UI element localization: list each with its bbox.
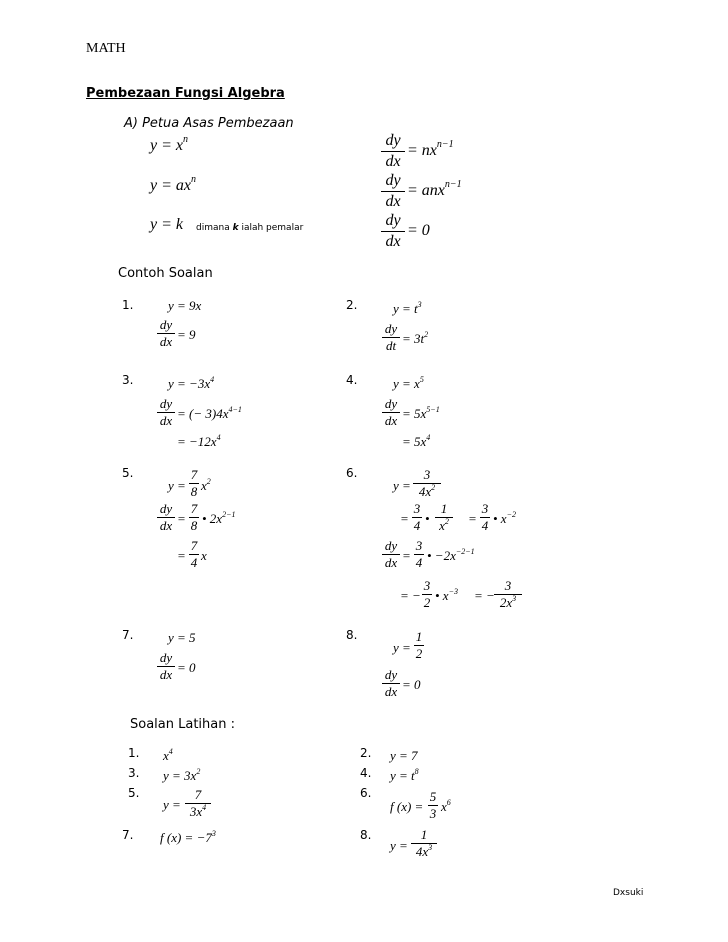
rule-2-left: $y = ax^n$ [150, 174, 196, 194]
exercise-1-number: 1. [128, 746, 140, 760]
example-5-result-equals: = [177, 548, 186, 563]
exercise-1-expression: $x^4$ [163, 747, 173, 763]
footer-author: Dxsuki [613, 888, 644, 898]
rule-2-right: = anx$^{n-1}$ [407, 179, 462, 199]
rule-1-derivative-fraction: dy dx [381, 132, 405, 171]
rule-3-right: = 0 [407, 222, 430, 239]
rule-3-left: y = k [150, 216, 183, 233]
example-5-derivative-fraction: dy dx [157, 502, 175, 533]
example-7-function: y = 5 [168, 630, 196, 645]
example-1-function: y = 9x [168, 298, 202, 313]
exercise-6-fraction: 5 3 [429, 789, 437, 821]
example-6-rewrite-fraction-2: 1 $x^2$ [435, 502, 453, 533]
exercise-5-number: 5. [128, 786, 140, 800]
example-8-derivative-fraction: dy dx [382, 668, 400, 699]
example-1-derivative-fraction: dy dx [157, 318, 175, 349]
example-4-derivative-fraction: dy dx [382, 397, 400, 428]
example-6-result-equals: = − [474, 588, 495, 603]
example-1-number: 1. [122, 298, 134, 312]
example-3-derivative-fraction: dy dx [157, 397, 175, 428]
example-3-result: = $-12x^4$ [177, 433, 221, 449]
exercise-2-expression: y = 7 [390, 748, 418, 763]
example-4-function: $y = x^5$ [393, 375, 424, 391]
examples-heading: Contoh Soalan [118, 266, 213, 281]
example-7-number: 7. [122, 628, 134, 642]
example-5-function-term: $x^2$ [201, 477, 211, 493]
example-6-rewrite2-term: • $x^{-2}$ [493, 510, 516, 526]
example-6-simplify-equals: = − [400, 588, 421, 603]
example-6-function-lhs: y = [393, 478, 411, 493]
example-5-step-equals: = [177, 511, 186, 526]
example-3-function: $y = -3x^4$ [168, 375, 215, 391]
exercise-2-number: 2. [360, 746, 372, 760]
section-subtitle: A) Petua Asas Pembezaan [124, 116, 294, 131]
rule-3-note: dimana k ialah pemalar [196, 223, 304, 233]
example-3-number: 3. [122, 373, 134, 387]
example-7-derivative-fraction: dy dx [157, 651, 175, 682]
exercise-7-expression: f $(x) = -7^3$ [160, 829, 216, 845]
example-4-number: 4. [346, 373, 358, 387]
example-8-result: = 0 [402, 677, 421, 692]
exercise-8-lhs: y = [390, 838, 408, 853]
example-1-result: = 9 [177, 327, 196, 342]
example-4-result: = $5x^4$ [402, 433, 431, 449]
example-6-rewrite2-equals: = [468, 511, 477, 526]
example-2-number: 2. [346, 298, 358, 312]
example-6-rewrite-dot: • [425, 511, 430, 526]
rule-1-left: $y = x^n$ [150, 134, 188, 154]
example-5-result-fraction: 7 4 [190, 538, 198, 570]
exercise-8-fraction: 1 $4x^3$ [411, 828, 437, 859]
example-5-step-term: • $2x^{2-1}$ [202, 510, 236, 526]
example-6-rewrite-equals: = [400, 511, 409, 526]
example-5-step-fraction: 7 8 [190, 501, 198, 533]
exercise-4-number: 4. [360, 766, 372, 780]
exercise-6-lhs: f (x) = [390, 799, 424, 814]
example-8-function-lhs: y = [393, 640, 411, 655]
rule-3-derivative-fraction: dy dx [381, 212, 405, 251]
example-6-number: 6. [346, 466, 358, 480]
example-6-step-fraction: 3 4 [415, 538, 423, 570]
example-6-rewrite-fraction-1: 3 4 [413, 501, 421, 533]
example-6-rewrite2-fraction: 3 4 [481, 501, 489, 533]
example-6-step-equals: = [402, 548, 411, 563]
example-6-simplify-fraction: 3 2 [423, 578, 431, 610]
exercise-5-lhs: y = [163, 797, 181, 812]
exercise-6-term: $x^6$ [441, 798, 451, 814]
example-2-result: = $3t^2$ [402, 330, 429, 346]
example-6-result-fraction: 3 $2x^3$ [494, 579, 522, 610]
rule-2-derivative-fraction: dy dx [381, 172, 405, 211]
example-6-function-fraction: 3 $4x^2$ [413, 468, 441, 499]
example-6-derivative-fraction: dy dx [382, 539, 400, 570]
example-2-function: $y = t^3$ [393, 300, 422, 316]
example-3-step: = (− $3)4x^{4-1}$ [177, 405, 242, 421]
exercise-3-number: 3. [128, 766, 140, 780]
example-6-step-term: • $-2x^{-2-1}$ [427, 547, 475, 563]
exercise-3-expression: $y = 3x^2$ [163, 767, 201, 783]
page-title: Pembezaan Fungsi Algebra [86, 86, 285, 101]
example-5-result-term: x [201, 548, 207, 563]
exercise-6-number: 6. [360, 786, 372, 800]
example-4-step: = $5x^{5-1}$ [402, 405, 440, 421]
example-7-result: = 0 [177, 660, 196, 675]
exercise-5-fraction: 7 $3x^4$ [185, 788, 211, 819]
exercises-heading: Soalan Latihan : [130, 717, 235, 732]
example-5-number: 5. [122, 466, 134, 480]
example-8-number: 8. [346, 628, 358, 642]
exercise-7-number: 7. [122, 828, 134, 842]
exercise-8-number: 8. [360, 828, 372, 842]
page-header: MATH [86, 41, 126, 56]
example-5-coefficient-fraction: 7 8 [190, 467, 198, 499]
example-2-derivative-fraction: dy dt [382, 322, 400, 353]
example-6-simplify-term: • $x^{-3}$ [435, 587, 458, 603]
example-5-function-lhs: y = [168, 478, 186, 493]
example-8-function-fraction: 1 2 [415, 629, 423, 661]
rule-1-right: = $nx^{n-1}$ [407, 139, 454, 159]
exercise-4-expression: $y = t^8$ [390, 767, 419, 783]
